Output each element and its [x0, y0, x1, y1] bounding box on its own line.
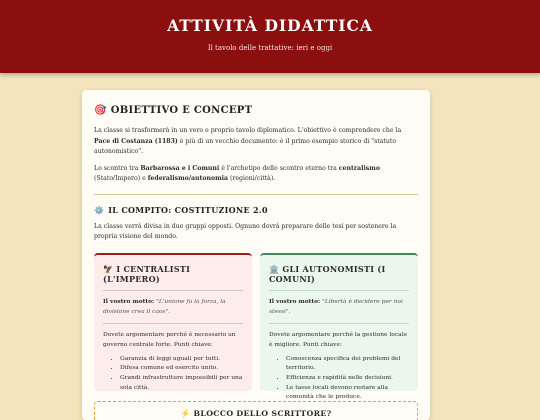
- page-header: [0, 0, 540, 73]
- autonomists-panel: [260, 253, 418, 391]
- objective-paragraph-2: Lo scontro tra Barbarossa e i Comuni è l'archetipo dello scontro eterno tra centralismo (Stato/Impero) e federalismo/autonomia (regioni/città).: [94, 164, 418, 185]
- writer-block-box: [94, 401, 418, 420]
- centralists-points: [103, 355, 243, 394]
- panel-divider: [269, 290, 409, 291]
- list-item: • Efficienza e rapidità nelle decisioni.: [286, 374, 409, 384]
- autonomists-text: Dovete argomentare perché la gestione locale è migliore. Punti chiave:: [269, 330, 409, 350]
- target-icon: 🎯: [94, 105, 107, 116]
- writer-block-heading: ⚡ BLOCCO DELLO SCRITTORE?: [95, 409, 417, 418]
- centralists-panel: [94, 253, 252, 391]
- centralists-text: Dovete argomentare perché è necessario un governo centrale forte. Punti chiave:: [103, 330, 243, 350]
- objective-heading: [94, 105, 418, 116]
- centralists-motto: Il vostro motto: "L'unione fa la forza, la divisione crea il caos".: [103, 297, 243, 317]
- content-card: [82, 90, 430, 420]
- objective-paragraph-1: La classe si trasformerà in un vero e proprio tavolo diplomatico. L'obiettivo è comprendere che la Pace di Costanza (1183) è più di un vecchio documento: è il primo esempio storico di "statuto autonomistico".: [94, 126, 418, 158]
- task-heading: [94, 205, 418, 215]
- centralists-heading: 🦅 I CENTRALISTI (L'IMPERO): [103, 264, 243, 284]
- page-title: ATTIVITÀ DIDATTICA: [0, 0, 540, 35]
- list-item: • Garanzia di leggi uguali per tutti.: [120, 355, 243, 365]
- section-divider: [94, 194, 418, 195]
- lightning-icon: ⚡: [181, 409, 191, 418]
- eagle-icon: 🦅: [103, 264, 113, 274]
- autonomists-motto: Il vostro motto: "Libertà è decidere per noi stessi".: [269, 297, 409, 317]
- list-item: • Conoscenza specifica dei problemi del territorio.: [286, 355, 409, 374]
- list-item: • Grandi infrastrutture impossibili per una sola città.: [120, 374, 243, 393]
- objective-title: OBIETTIVO E CONCEPT: [111, 105, 253, 116]
- autonomists-points: [269, 355, 409, 404]
- gear-icon: ⚙️: [94, 205, 104, 215]
- page-subtitle: Il tavolo delle trattative: ieri e oggi: [0, 44, 540, 52]
- list-item: • Le tasse locali devono restare alla comunità che le produce.: [286, 384, 409, 403]
- panel-divider: [103, 323, 243, 324]
- autonomists-heading: 🏛️ GLI AUTONOMISTI (I COMUNI): [269, 264, 409, 284]
- task-description: La classe verrà divisa in due gruppi opposti. Ognuno dovrà preparare delle tesi per sostenere la propria visione del mondo.: [94, 222, 418, 243]
- task-title: IL COMPITO: COSTITUZIONE 2.0: [108, 205, 268, 215]
- list-item: • Difesa comune ed esercito unito.: [120, 364, 243, 374]
- panel-divider: [103, 290, 243, 291]
- panel-divider: [269, 323, 409, 324]
- team-columns: [94, 253, 418, 391]
- town-hall-icon: 🏛️: [269, 264, 279, 274]
